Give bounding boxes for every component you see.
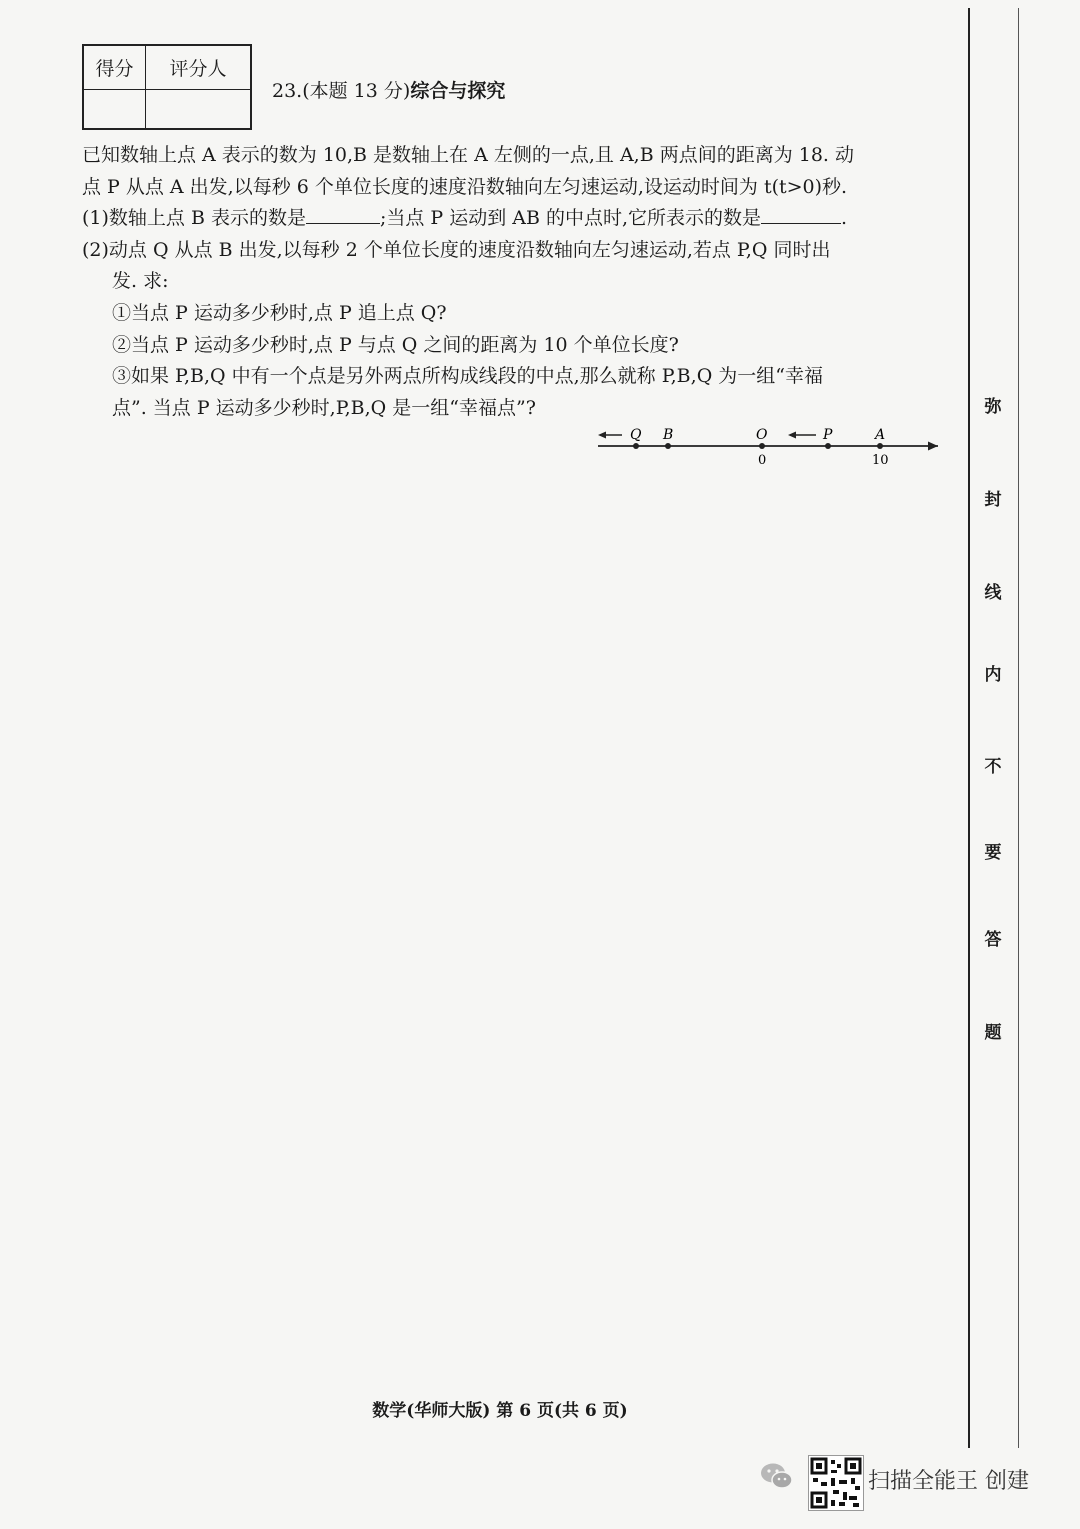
question-title <box>272 76 505 103</box>
binding-char: 不 <box>984 757 1002 777</box>
point-p <box>825 443 831 449</box>
part-1 <box>82 203 952 235</box>
watermark-text: 扫描全能王 创建 <box>868 1469 1029 1494</box>
part-1-text-a: (1)数轴上点 B 表示的数是 <box>82 207 306 230</box>
question-number: 23.(本题 13 分) <box>272 80 411 102</box>
binding-line-outer <box>968 8 970 1448</box>
binding-char: 封 <box>984 490 1002 510</box>
binding-line-inner <box>1018 8 1019 1448</box>
point-a <box>877 443 883 449</box>
number-line-diagram <box>592 422 944 472</box>
score-cell <box>84 90 146 128</box>
binding-char: 答 <box>984 930 1002 950</box>
question-topic: 综合与探究 <box>410 80 506 102</box>
intro-line-2: 点 P 从点 A 出发,以每秒 6 个单位长度的速度沿数轴向左匀速运动,设运动时间为 t(t>0)秒. <box>82 175 848 198</box>
sub-question-3-line-1: ③如果 P,B,Q 中有一个点是另外两点所构成线段的中点,那么就称 P,B,Q 为一组“幸福 <box>112 365 824 388</box>
qr-code-icon <box>808 1455 864 1511</box>
intro-line-1: 已知数轴上点 A 表示的数为 10,B 是数轴上在 A 左侧的一点,且 A,B 两点间的距离为 18. 动 <box>82 144 854 166</box>
sub-question-3-line-2: 点”. 当点 P 运动多少秒时,P,B,Q 是一组“幸福点”? <box>112 396 536 419</box>
label-b: B <box>663 427 674 443</box>
part-1-text-b: ;当点 P 运动到 AB 的中点时,它所表示的数是 <box>379 207 762 230</box>
wechat-icon <box>760 1462 794 1490</box>
answer-blank-1 <box>306 205 380 224</box>
point-o <box>759 443 765 449</box>
sub-question-2: ②当点 P 运动多少秒时,点 P 与点 Q 之间的距离为 10 个单位长度? <box>112 333 679 356</box>
part-1-end: . <box>841 207 848 230</box>
p-motion-arrow-icon <box>788 432 796 439</box>
binding-char: 要 <box>984 843 1002 863</box>
label-p: P <box>823 427 833 443</box>
tick-0: 0 <box>758 453 767 468</box>
grader-label: 评分人 <box>146 46 250 90</box>
binding-char: 弥 <box>984 397 1002 417</box>
question-body <box>82 140 952 424</box>
point-q <box>633 443 639 449</box>
label-a: A <box>875 427 886 443</box>
label-q: Q <box>630 427 642 443</box>
answer-blank-2 <box>761 205 841 224</box>
part-2-line-2: 发. 求: <box>112 270 169 293</box>
part-2-line-1: (2)动点 Q 从点 B 出发,以每秒 2 个单位长度的速度沿数轴向左匀速运动,若点 P,Q 同时出 <box>82 238 831 261</box>
sub-question-1: ①当点 P 运动多少秒时,点 P 追上点 Q? <box>112 301 447 324</box>
tick-10: 10 <box>872 453 889 468</box>
axis-arrow-icon <box>928 442 938 451</box>
binding-char: 线 <box>984 583 1002 603</box>
binding-char: 题 <box>984 1023 1002 1043</box>
score-label: 得分 <box>84 46 146 90</box>
label-o: O <box>756 427 768 443</box>
score-table <box>82 44 252 130</box>
q-motion-arrow-icon <box>598 432 606 439</box>
page-footer: 数学(华师大版) 第 6 页(共 6 页) <box>372 1401 628 1421</box>
point-b <box>665 443 671 449</box>
binding-char: 内 <box>984 665 1002 685</box>
grader-cell <box>146 90 250 128</box>
